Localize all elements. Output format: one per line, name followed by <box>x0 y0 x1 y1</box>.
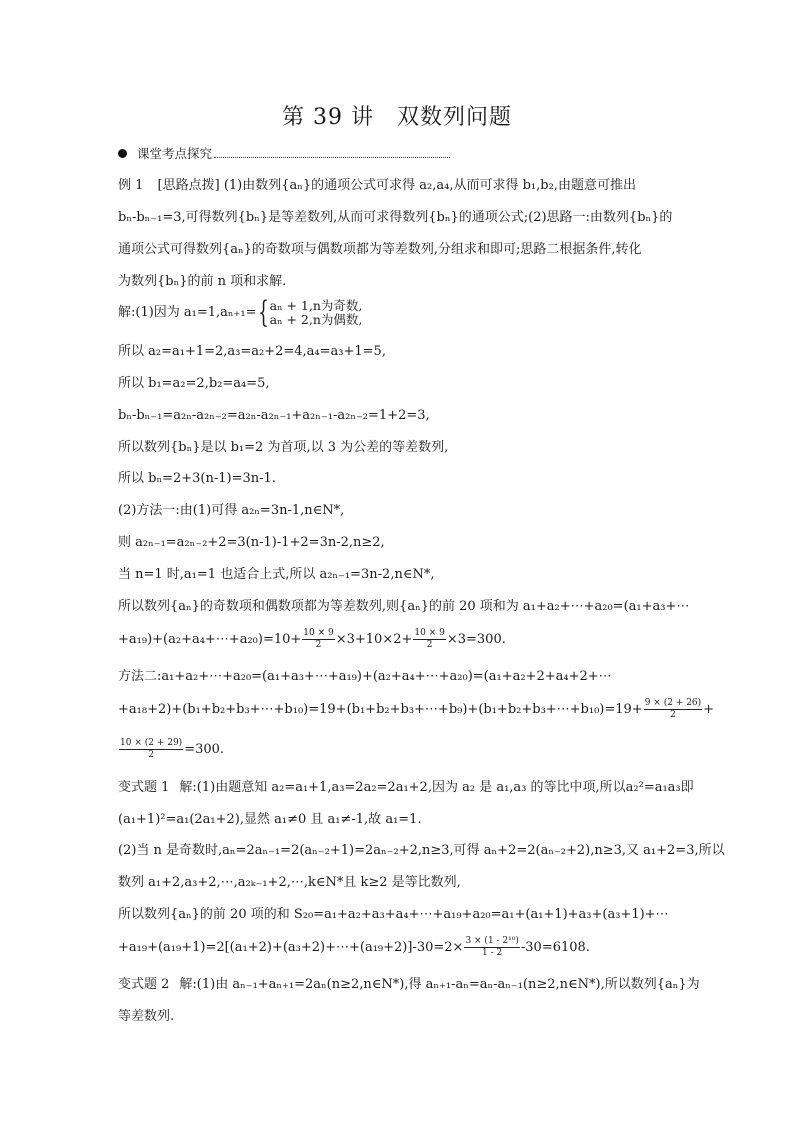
variant-1-line <box>118 780 694 796</box>
fraction-numerator: 10 × 9 <box>303 628 334 638</box>
formula-text: a₂² <box>625 780 644 795</box>
formula-text: =a₁a₃即 <box>643 780 694 795</box>
fraction <box>464 936 519 959</box>
paragraph-line: 方法二:a₁+a₂+⋯+a₂₀=(a₁+a₃+⋯+a₁₉)+(a₂+a₄+⋯+a₂₀)=(a₁+a₂+2+a₄+2+⋯ <box>118 669 612 684</box>
piecewise-prefix: 解:(1)因为 a₁=1,aₙ₊₁= <box>118 305 257 320</box>
fraction-numerator: 10 × (2 + 29) <box>120 738 183 748</box>
formula-text: +a₁₈+2)+(b₁+b₂+b₃+⋯+b₁₀)=19+(b₁+b₂+b₃+⋯+b₉)+(b₁+b₂+b₃+⋯+b₁₀)=19+ <box>118 702 643 717</box>
paragraph-line: (2)当 n 是奇数时,aₙ=2aₙ₋₁=2(aₙ₋₂+1)=2aₙ₋₂+2,n≥3,可得 aₙ+2=2(aₙ₋₂+2),n≥3,又 a₁+2=3,所以 <box>118 843 725 858</box>
variant-label: 变式题 2 <box>118 977 170 992</box>
paragraph-line: 所以数列{aₙ}的奇数项和偶数项都为等差数列,则{aₙ}的前 20 项和为 a₁+a₂+⋯+a₂₀=(a₁+a₃+⋯ <box>118 599 690 614</box>
case-odd: aₙ + 1,n为奇数, <box>269 298 363 313</box>
variant-label: 变式题 1 <box>118 780 170 795</box>
paragraph-line: 为数列{bₙ}的前 n 项和求解. <box>118 274 287 289</box>
fraction <box>644 698 702 721</box>
paragraph-line: 所以数列{aₙ}的前 20 项的和 S₂₀=a₁+a₂+a₃+a₄+⋯+a₁₉+a₂₀=a₁+(a₁+1)+a₃+(a₃+1)+⋯ <box>118 907 669 922</box>
fraction <box>413 628 445 651</box>
paragraph-line: 所以 bₙ=2+3(n-1)=3n-1. <box>118 471 276 486</box>
formula-text: -30=6108. <box>520 940 590 955</box>
fraction-denominator: 2 <box>315 640 322 650</box>
paragraph-line: 所以数列{bₙ}是以 b₁=2 为首项,以 3 为公差的等差数列, <box>118 440 449 455</box>
formula-text: ×3+10×2+ <box>335 632 413 647</box>
fraction-numerator: 3 × (1 - 2¹⁰) <box>465 936 519 946</box>
paragraph-line: bₙ-bₙ₋₁=a₂ₙ-a₂ₙ₋₂=a₂ₙ-a₂ₙ₋₁+a₂ₙ₋₁-a₂ₙ₋₂=1+2=3, <box>118 408 430 423</box>
paragraph-line: 数列 a₁+2,a₃+2,⋯,a₂ₖ₋₁+2,⋯,k∈N*且 k≥2 是等比数列, <box>118 875 461 890</box>
variant-2-line <box>118 977 700 993</box>
sum-formula-line <box>118 698 714 721</box>
sum-formula-line <box>118 936 590 959</box>
fraction <box>119 738 183 761</box>
fraction-denominator: 2 <box>426 640 433 650</box>
paragraph-line: 则 a₂ₙ₋₁=a₂ₙ₋₂+2=3(n-1)-1+2=3n-2,n≥2, <box>118 535 385 550</box>
fraction-denominator: 2 <box>148 750 154 760</box>
fraction-numerator: 9 × (2 + 26) <box>644 698 702 708</box>
lecture-title: 第 39 讲 双数列问题 <box>282 105 512 130</box>
piecewise-definition <box>118 295 363 330</box>
paragraph-line: (a₁+1)²=a₁(2a₁+2),显然 a₁≠0 且 a₁≠-1,故 a₁=1. <box>118 812 422 827</box>
sum-formula-line <box>118 738 224 761</box>
dotted-leader <box>214 149 450 158</box>
formula-text: + <box>703 702 715 717</box>
paragraph-line: (2)方法一:由(1)可得 a₂ₙ=3n-1,n∈N*, <box>118 503 345 518</box>
brace-symbol: { <box>257 295 269 330</box>
example-1-line <box>118 178 636 194</box>
bullet-icon <box>118 149 127 158</box>
paragraph-line: 通项公式可得数列{aₙ}的奇数项与偶数项都为等差数列,分组求和即可;思路二根据条件,转化 <box>118 242 642 257</box>
formula-text: 解:(1)由题意知 a₂=a₁+1,a₃=2a₂=2a₁+2,因为 a₂ 是 a₁,a₃ 的等比中项,所以 <box>179 780 626 795</box>
case-even: aₙ + 2,n为偶数, <box>269 312 363 327</box>
paragraph-line: 等差数列. <box>118 1009 175 1024</box>
paragraph-text: [思路点拨] (1)由数列{aₙ}的通项公式可求得 a₂,a₄,从而可求得 b₁,b₂,由题意可推出 <box>157 178 636 193</box>
example-label: 例 1 <box>118 178 144 193</box>
section-heading <box>118 144 450 162</box>
formula-text: +a₁₉)+(a₂+a₄+⋯+a₂₀)=10+ <box>118 632 302 647</box>
fraction <box>302 628 334 651</box>
formula-text: +a₁₉+(a₁₉+1)=2[(a₁+2)+(a₃+2)+⋯+(a₁₉+2)]-30=2× <box>118 940 464 955</box>
piecewise-cases <box>270 299 363 327</box>
formula-text: 解:(1)由 aₙ₋₁+aₙ₊₁=2aₙ(n≥2,n∈N*),得 aₙ₊₁-aₙ=aₙ-aₙ₋₁(n≥2,n∈N*),所以数列{aₙ}为 <box>179 977 700 992</box>
section-label: 课堂考点探究 <box>137 146 213 161</box>
paragraph-line: bₙ-bₙ₋₁=3,可得数列{bₙ}是等差数列,从而可求得数列{bₙ}的通项公式;(2)思路一:由数列{bₙ}的 <box>118 210 673 225</box>
fraction-denominator: 2 <box>670 710 676 720</box>
paragraph-line: 所以 b₁=a₂=2,b₂=a₄=5, <box>118 376 270 391</box>
fraction-denominator: 1 - 2 <box>482 948 503 958</box>
fraction-numerator: 10 × 9 <box>414 628 445 638</box>
formula-text: ×3=300. <box>446 632 506 647</box>
formula-text: =300. <box>184 742 225 757</box>
paragraph-line: 当 n=1 时,a₁=1 也适合上式,所以 a₂ₙ₋₁=3n-2,n∈N*, <box>118 567 435 582</box>
sum-formula-line <box>118 628 506 651</box>
paragraph-line: 所以 a₂=a₁+1=2,a₃=a₂+2=4,a₄=a₃+1=5, <box>118 344 386 359</box>
